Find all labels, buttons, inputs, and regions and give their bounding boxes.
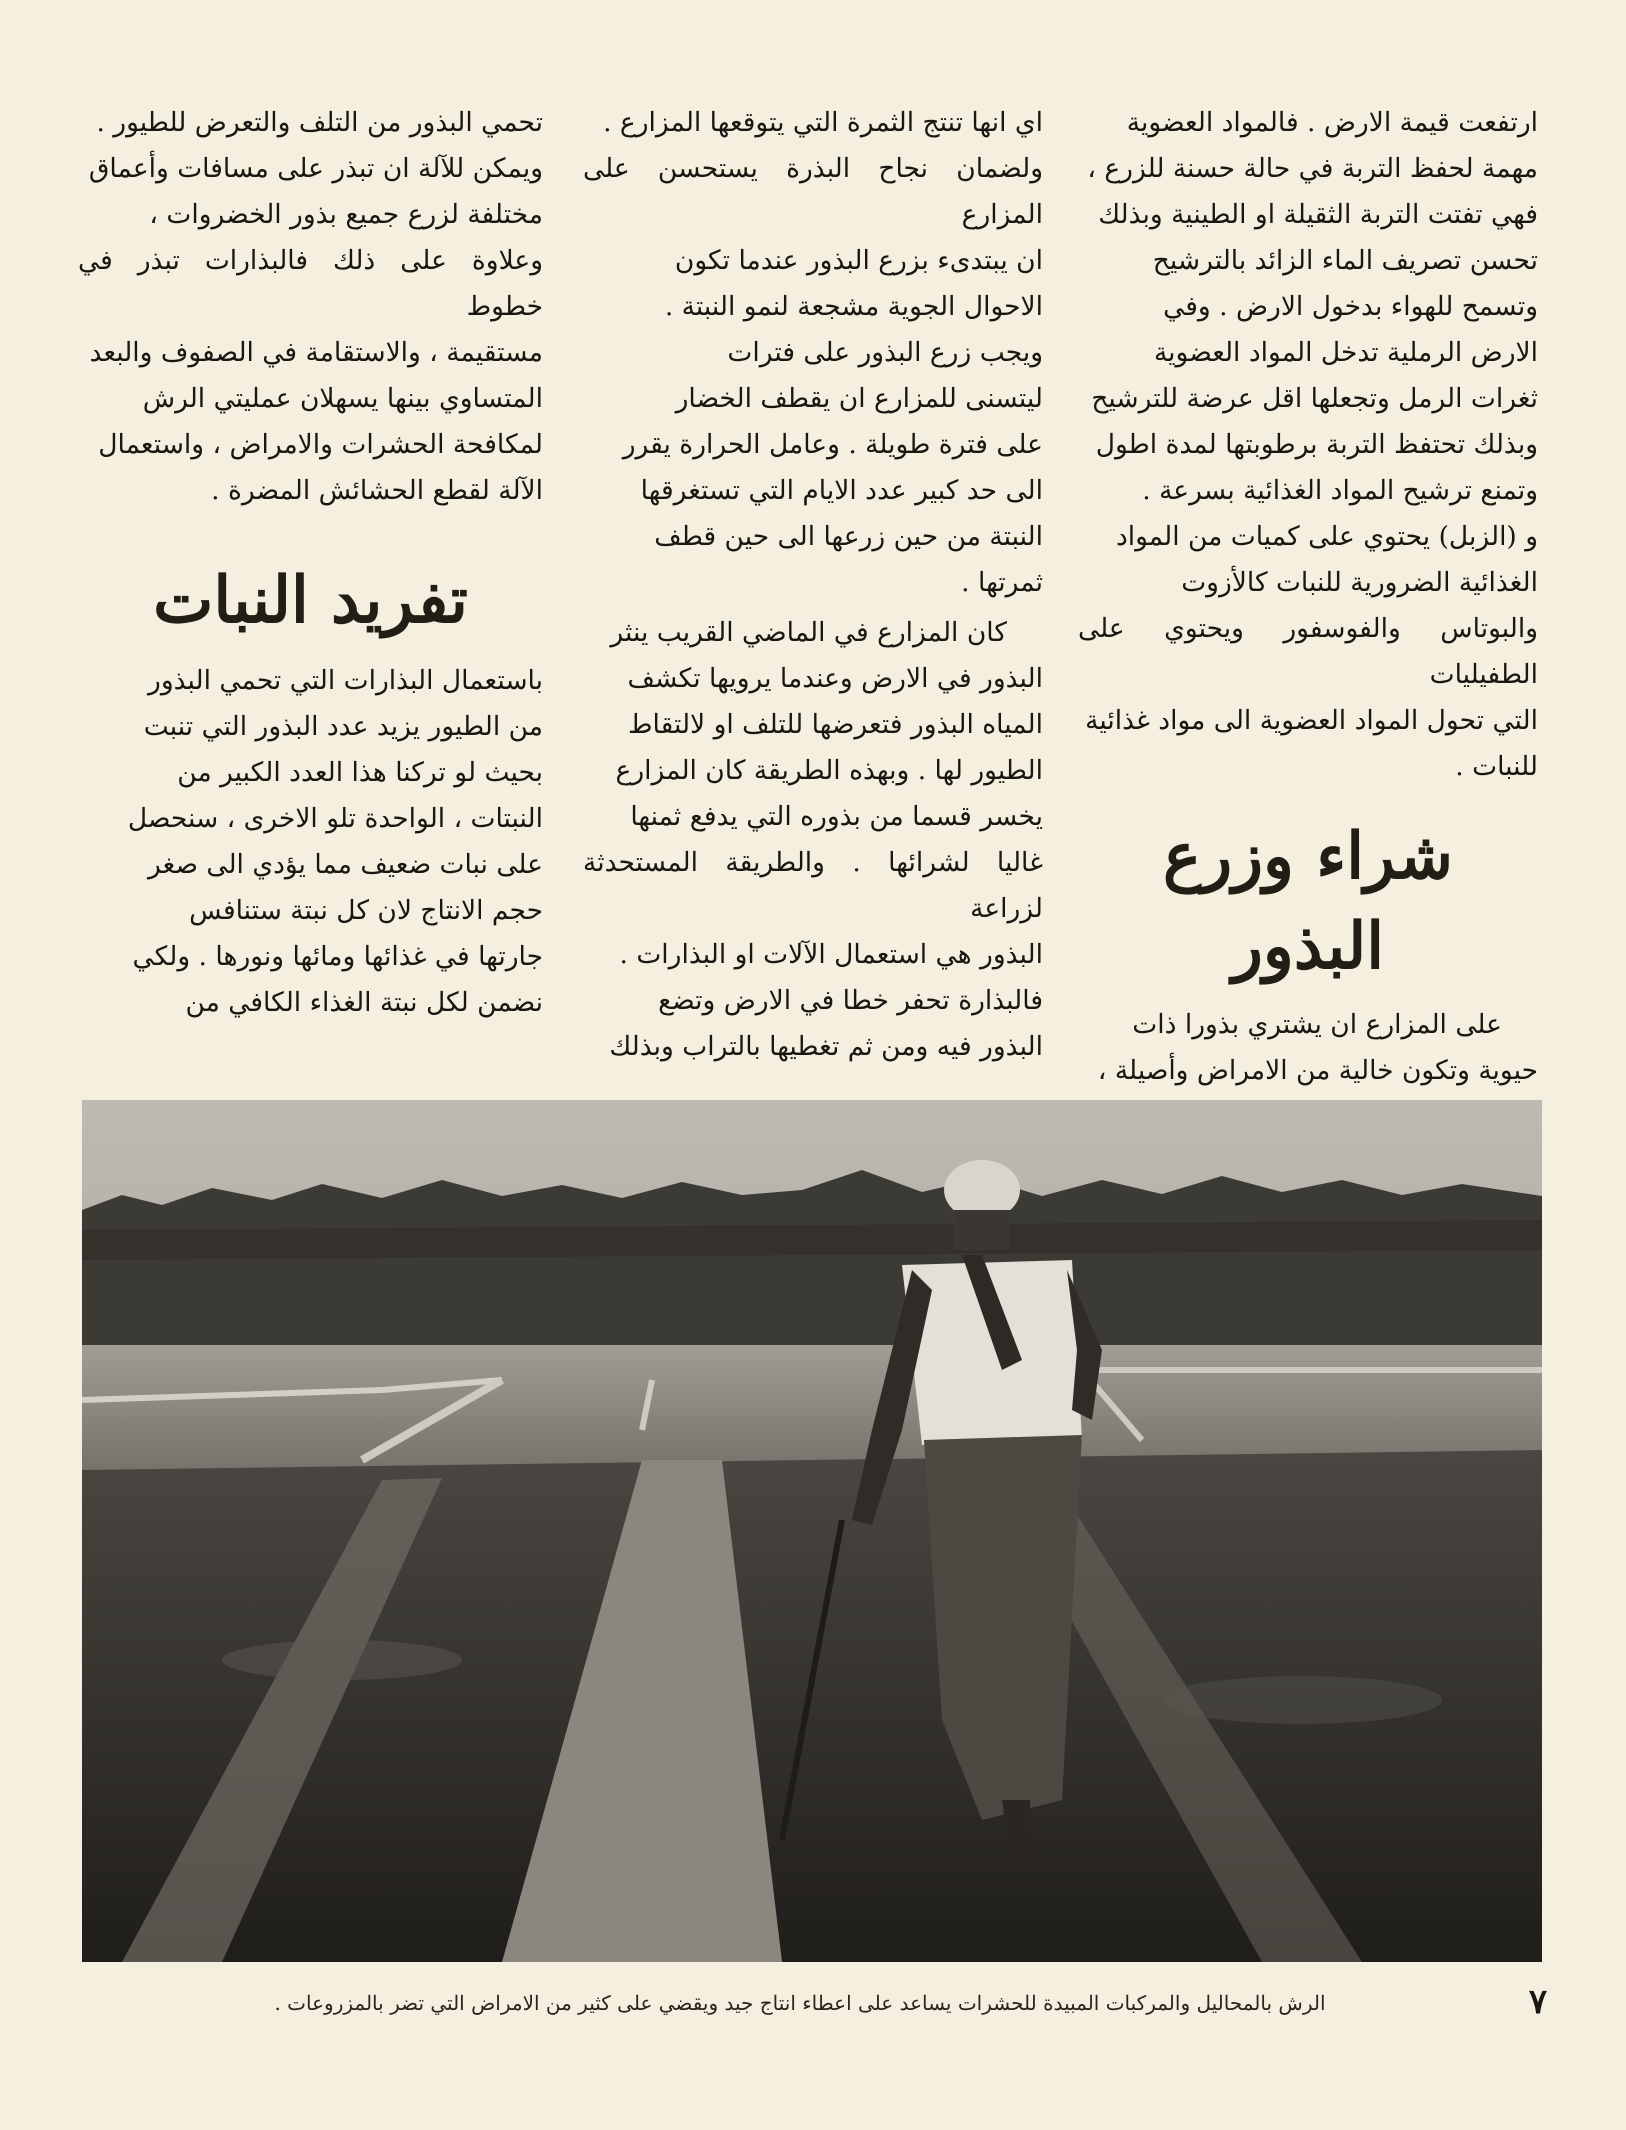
column-middle [583,100,1043,1070]
column-right [1078,100,1538,1094]
paragraph: كان المزارع في الماضي القريب ينثر البذور في الارض وعندما يرويها تكشف المياه البذور فتعرضها للتلف او لالتقاط الطيور لها . وبهذه الطريقة كان المزارع يخسر قسما من بذوره التي يدفع ثمنها غاليا لشرائها . والطريقة المستحدثة لزراعة البذور هي استعمال الآلات او البذارات . فالبذارة تحفر خطا في الارض وتضع البذور فيه ومن ثم تغطيها بالتراب وبذلك [583,617,1043,1062]
page-number: ٧ [1528,1982,1548,2022]
section-heading-plant-thinning: تفريد النبات [153,563,468,638]
farmer-spraying-field-photo [82,1100,1542,1962]
paragraph: على المزارع ان يشتري بذورا ذات حيوية وتكون خالية من الامراض وأصيلة ، [1097,1009,1538,1086]
paragraph: باستعمال البذارات التي تحمي البذور من الطيور يزيد عدد البذور التي تنبت بحيث لو تركنا هذا العدد الكبير من النبتات ، الواحدة تلو الاخرى ، سنحصل على نبات ضعيف مما يؤدي الى صغر حجم الانتاج لان كل نبتة ستنافس جارتها في غذائها ومائها ونورها . ولكي نضمن لكل نبتة الغذاء الكافي من [127,665,543,1018]
paragraph: اي انها تنتج الثمرة التي يتوقعها المزارع . ولضمان نجاح البذرة يستحسن على المزارع ان يبتدىء بزرع البذور عندما تكون الاحوال الجوية مشجعة لنمو النبتة . ويجب زرع البذور على فترات ليتسنى للمزارع ان يقطف الخضار على فترة طويلة . وعامل الحرارة يقرر الى حد كبير عدد الايام التي تستغرقها النبتة من حين زرعها الى حين قطف ثمرتها . [583,107,1043,598]
column-left [78,100,543,1026]
photo-caption: الرش بالمحاليل والمركبات المبيدة للحشرات يساعد على اعطاء انتاج جيد ويقضي على كثير من الامراض التي تضر بالمزروعات . [274,1991,1326,2015]
paragraph: ارتفعت قيمة الارض . فالمواد العضوية مهمة لحفظ التربة في حالة حسنة للزرع ، فهي تفتت التربة الثقيلة او الطينية وبذلك تحسن تصريف الماء الزائد بالترشيح وتسمح للهواء بدخول الارض . وفي الارض الرملية تدخل المواد العضوية ثغرات الرمل وتجعلها اقل عرضة للترشيح وبذلك تحتفظ التربة برطوبتها لمدة اطول وتمنع ترشيح المواد الغذائية بسرعة . و (الزبل) يحتوي على كميات من المواد الغذائية الضرورية للنبات كالأزوت والبوتاس والفوسفور ويحتوي على الطفيليات التي تحول المواد العضوية الى مواد غذائية للنبات . [1078,107,1538,782]
section-heading-buying-planting-seeds: شراء وزرع البذور [1163,819,1453,984]
paragraph: تحمي البذور من التلف والتعرض للطيور . ويمكن للآلة ان تبذر على مسافات وأعماق مختلفة لزرع جميع بذور الخضروات ، وعلاوة على ذلك فالبذارات تبذر في خطوط مستقيمة ، والاستقامة في الصفوف والبعد المتساوي بينها يسهلان عمليتي الرش لمكافحة الحشرات والامراض ، واستعمال الآلة لقطع الحشائش المضرة . [78,107,543,506]
